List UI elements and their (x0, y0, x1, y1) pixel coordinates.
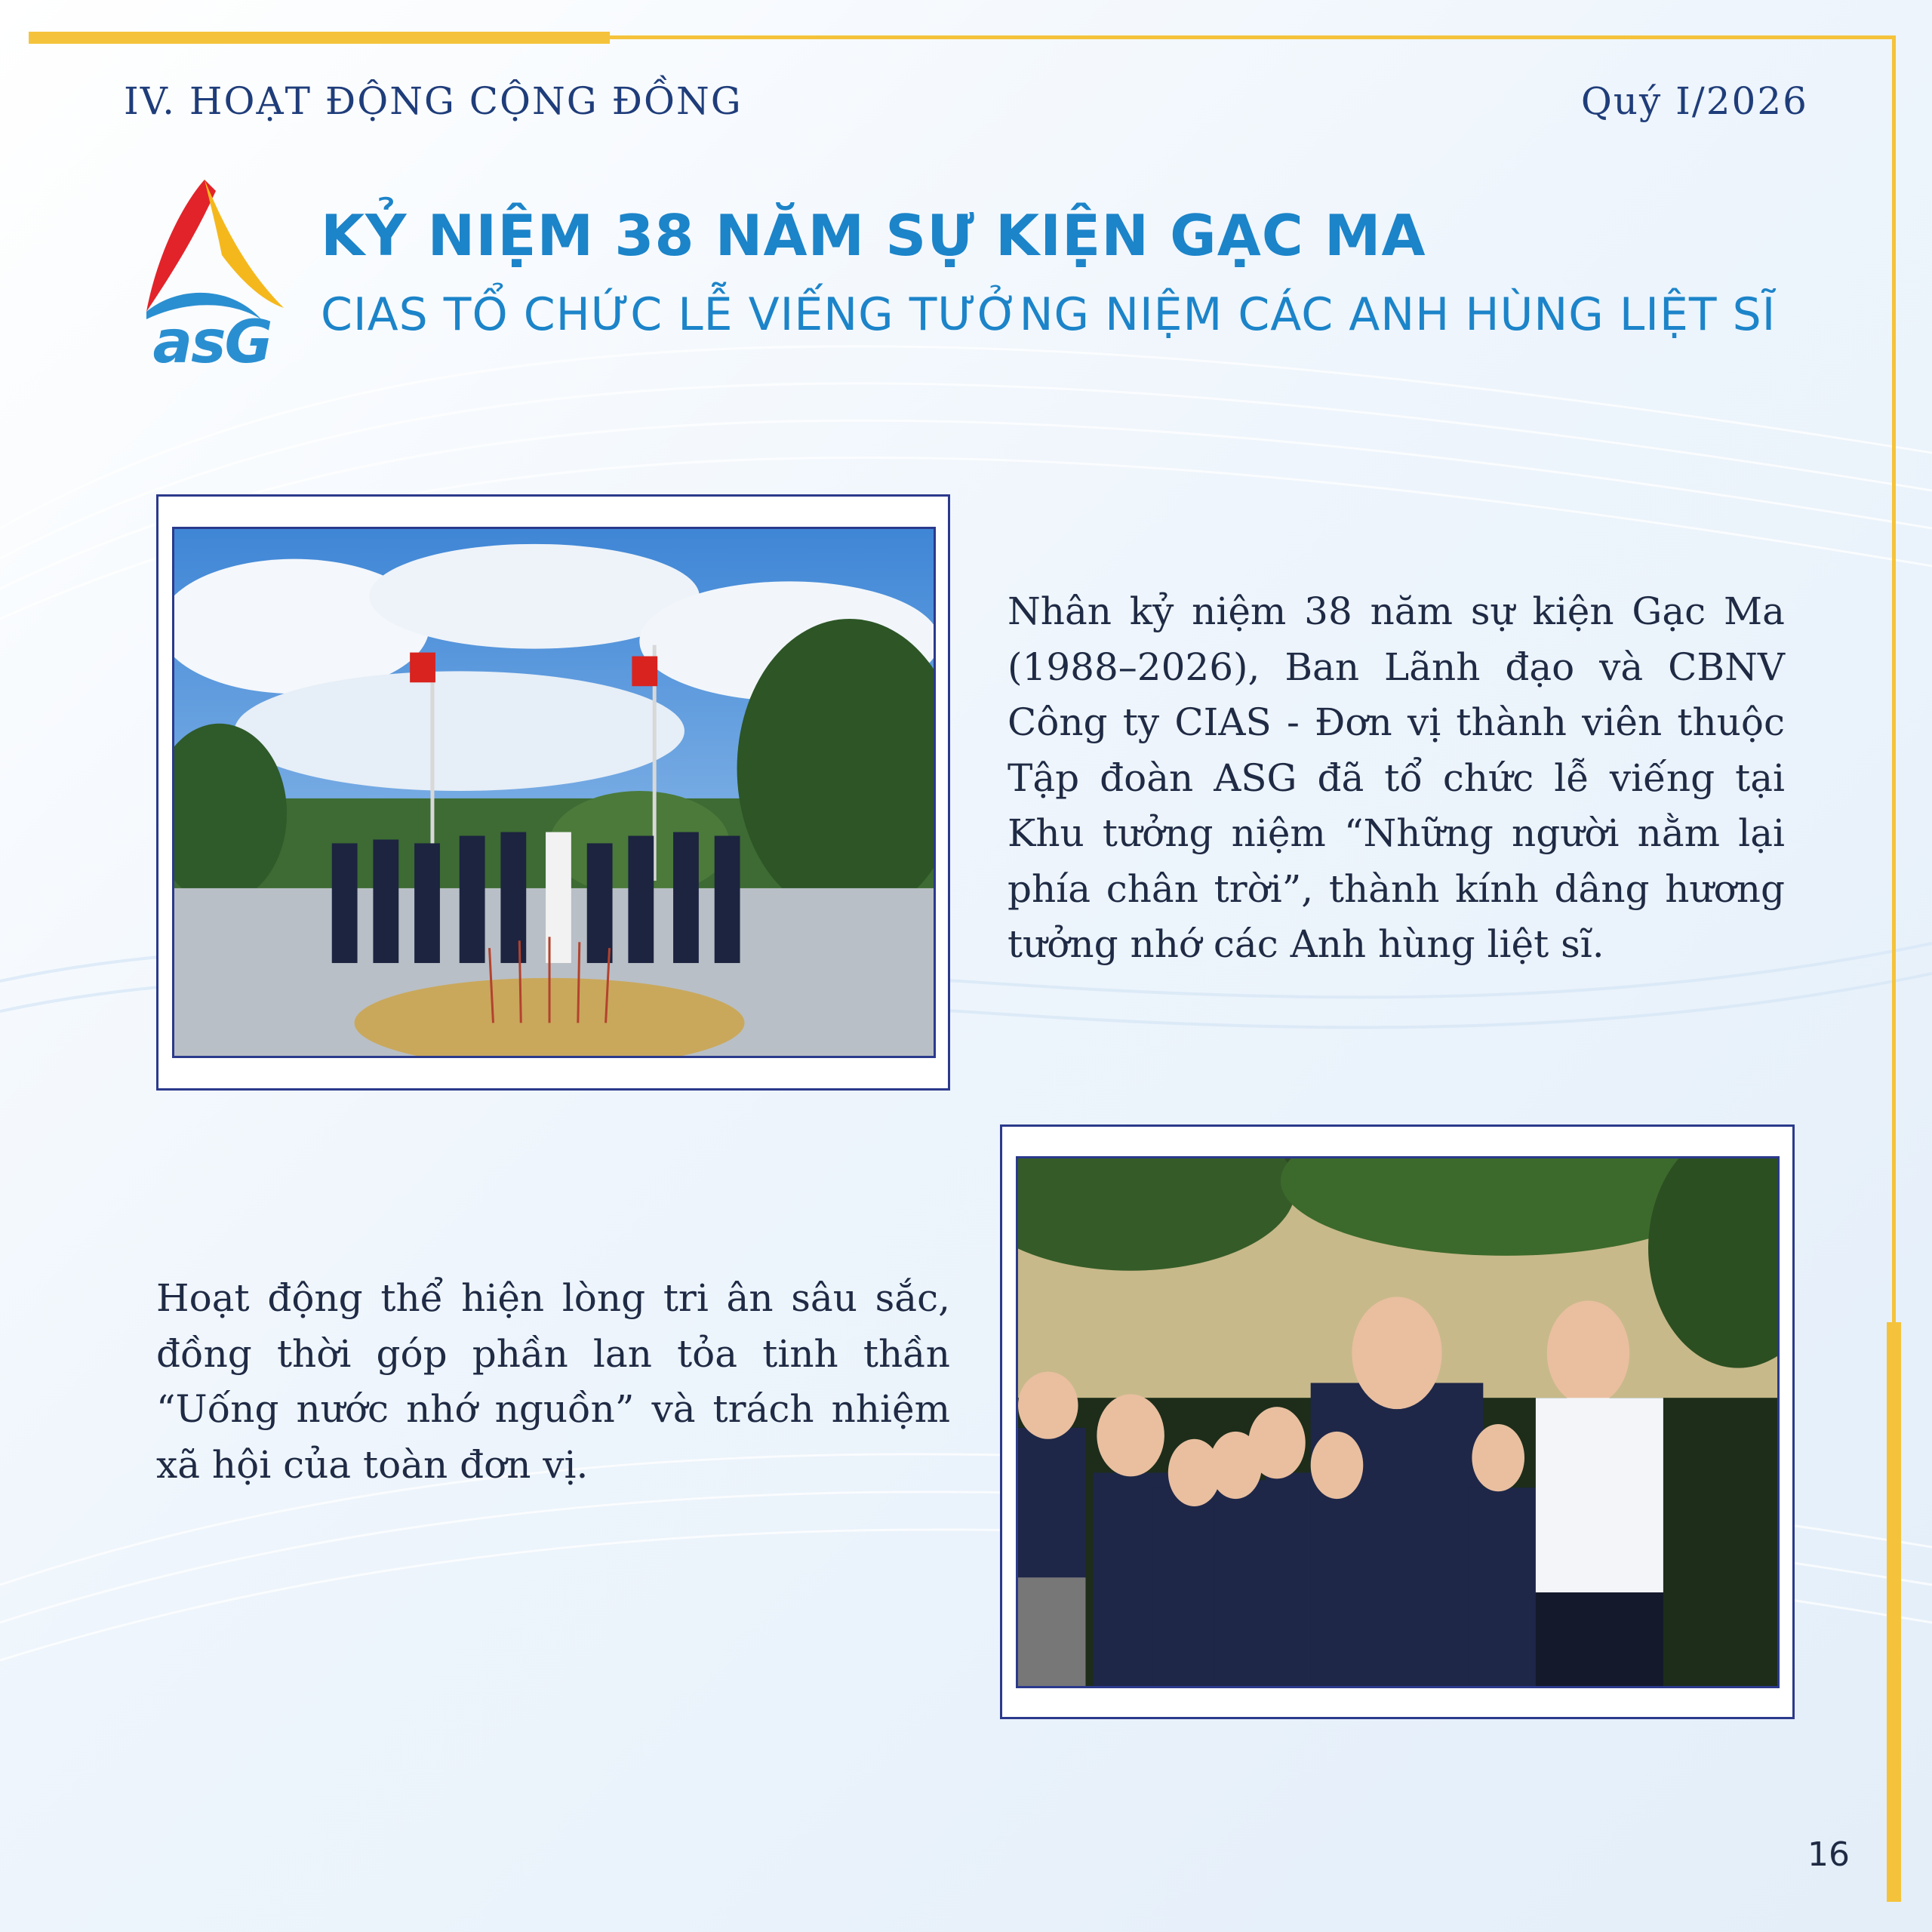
top-accent-line (610, 35, 1896, 39)
intro-paragraph: Nhân kỷ niệm 38 năm sự kiện Gạc Ma (1988–2026), Ban Lãnh đạo và CBNV Công ty CIAS - Đơn vị thành viên thuộc Tập đoàn ASG đã tổ chức lễ viếng tại Khu tưởng niệm “Những người nằm lại phía chân trời”, thành kính dâng hương tưởng nhớ các Anh hùng liệt sĩ. (1008, 589, 1785, 966)
page-number: 16 (1807, 1835, 1850, 1874)
closing-paragraph: Hoạt động thể hiện lòng tri ân sâu sắc, đồng thời góp phần lan tỏa tinh thần “Uống nước nhớ nguồn” và trách nhiệm xã hội của toàn đơn vị. (156, 1276, 950, 1487)
page-title: KỶ NIỆM 38 NĂM SỰ KIỆN GẠC MA (321, 202, 1426, 269)
incense-offering-photo (1016, 1156, 1780, 1688)
right-accent-line (1892, 35, 1896, 1326)
asg-logo-text: asG (152, 309, 272, 377)
section-heading: IV. HOẠT ĐỘNG CỘNG ĐỒNG (124, 79, 743, 123)
top-accent-bar (29, 32, 610, 44)
quarter-label: Quý I/2026 (1580, 79, 1808, 123)
page-subtitle: CIAS TỔ CHỨC LỄ VIẾNG TƯỞNG NIỆM CÁC ANH HÙNG LIỆT SĨ (321, 288, 1777, 341)
ceremony-group-photo (172, 527, 936, 1058)
right-accent-bar (1887, 1322, 1901, 1902)
